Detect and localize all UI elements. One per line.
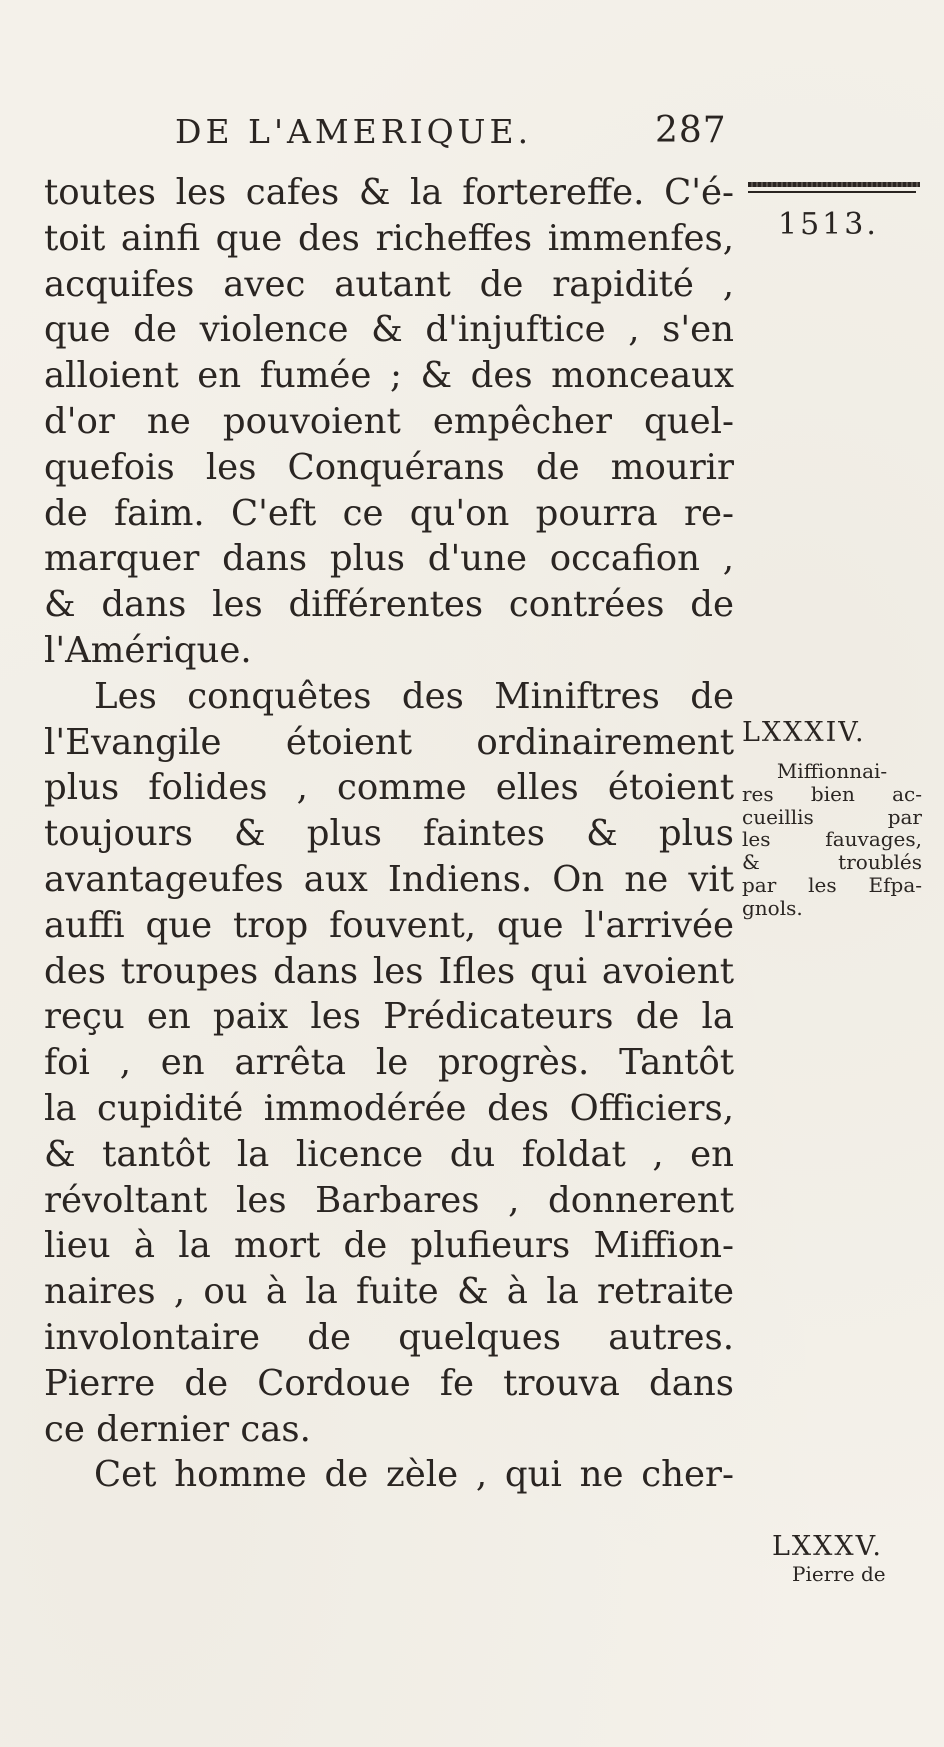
text-line: marquer dans plus d'une occafion , bbox=[44, 538, 734, 580]
printer-ornament-rule bbox=[748, 182, 920, 196]
text-line: involontaire de quelques autres. bbox=[44, 1316, 734, 1358]
running-head bbox=[175, 112, 735, 156]
text-line: toit ainfi que des richeffes immenfes, bbox=[44, 217, 734, 259]
margin-note bbox=[742, 760, 922, 920]
text-line: Pierre de Cordoue fe trouva dans bbox=[44, 1362, 734, 1404]
text-line: l'Amérique. bbox=[44, 629, 252, 671]
text-line: Les conquêtes des Miniftres de bbox=[94, 675, 734, 717]
text-line: d'or ne pouvoient empêcher quel- bbox=[44, 400, 734, 442]
text-line: & dans les différentes contrées de bbox=[44, 584, 734, 626]
margin-year: 1513. bbox=[778, 207, 879, 242]
text-line: naires , ou à la fuite & à la retraite bbox=[44, 1271, 734, 1313]
margin-note-line: gnols. bbox=[742, 895, 803, 920]
margin-note-line: Miffionnai- bbox=[776, 759, 888, 783]
text-line: foi , en arrêta le progrès. Tantôt bbox=[44, 1042, 734, 1084]
text-line: révoltant les Barbares , donnerent bbox=[44, 1179, 734, 1221]
margin-note-line: les fauvages, bbox=[742, 827, 922, 852]
text-line: que de violence & d'injuftice , s'en bbox=[44, 309, 734, 351]
text-line: lieu à la mort de plufieurs Miffion- bbox=[44, 1225, 734, 1267]
text-line: reçu en paix les Prédicateurs de la bbox=[44, 996, 734, 1038]
margin-note-number: LXXXIV. bbox=[742, 717, 866, 748]
margin-note-line: res bien ac- bbox=[742, 781, 922, 806]
text-line: acquifes avec autant de rapidité , bbox=[44, 263, 734, 305]
text-line: toujours & plus faintes & plus bbox=[44, 813, 734, 855]
text-line: alloient en fumée ; & des monceaux bbox=[44, 355, 734, 397]
text-line: l'Evangile étoient ordinairement bbox=[44, 721, 734, 763]
running-head-title: DE L'AMERIQUE. bbox=[175, 112, 533, 151]
text-line: ce dernier cas. bbox=[44, 1408, 311, 1450]
text-line: Cet homme de zèle , qui ne cher- bbox=[94, 1454, 734, 1496]
text-line: toutes les cafes & la fortereffe. C'é- bbox=[44, 172, 734, 213]
body-text bbox=[44, 170, 734, 1498]
text-line: auffi que trop fouvent, que l'arrivée bbox=[44, 904, 734, 946]
text-line: avantageufes aux Indiens. On ne vit bbox=[44, 858, 734, 900]
page-number: 287 bbox=[655, 110, 727, 151]
text-line: plus folides , comme elles étoient bbox=[44, 767, 734, 809]
text-line: & tantôt la licence du foldat , en bbox=[44, 1133, 734, 1175]
margin-note-line: Pierre de bbox=[792, 1562, 886, 1586]
margin-note-line: & troublés bbox=[742, 850, 922, 875]
margin-note-line: par les Efpa- bbox=[742, 872, 922, 897]
text-line: des troupes dans les Ifles qui avoient bbox=[44, 950, 734, 992]
text-line: quefois les Conquérans de mourir bbox=[44, 446, 734, 488]
margin-note-line: cueillis par bbox=[742, 804, 922, 829]
text-line: de faim. C'eft ce qu'on pourra re- bbox=[44, 492, 734, 534]
margin-note-number: LXXXV. bbox=[772, 1531, 883, 1562]
margin-note bbox=[792, 1563, 886, 1586]
text-line: la cupidité immodérée des Officiers, bbox=[44, 1087, 734, 1129]
